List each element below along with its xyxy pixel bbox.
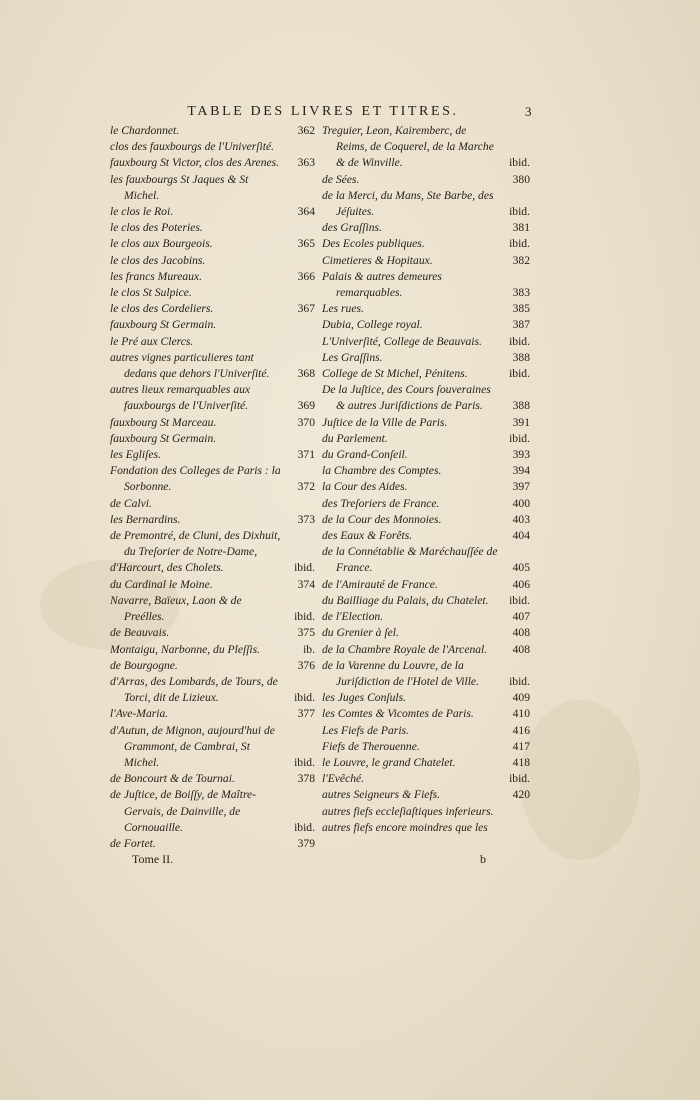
entry-text: de la Chambre Royale de l'Arcenal. <box>322 642 488 656</box>
index-entry <box>322 253 530 269</box>
entry-page-number: 363 <box>297 156 315 170</box>
page-number: 3 <box>525 104 532 119</box>
index-entry <box>322 593 530 609</box>
entry-text: du Grand-Conſeil. <box>322 448 408 462</box>
index-entry <box>322 172 530 188</box>
entry-text: Les Fiefs de Paris. <box>322 723 409 737</box>
entry-page-number: ibid. <box>509 674 530 688</box>
index-entry <box>110 236 315 252</box>
index-entry <box>322 642 530 658</box>
volume-label: Tome II. <box>132 852 174 866</box>
entry-text: Cimetieres & Hopitaux. <box>322 253 433 267</box>
index-entry <box>110 642 315 658</box>
entry-page-number: 404 <box>512 529 530 543</box>
entry-page-number: 409 <box>512 691 530 705</box>
entry-page-number: 371 <box>297 448 315 462</box>
entry-text: du Parlement. <box>322 431 388 445</box>
index-entry <box>322 366 530 382</box>
page-header-title: TABLE DES LIVRES ET TITRES. <box>187 104 459 119</box>
entry-text: d'Harcourt, des Cholets. <box>110 561 224 575</box>
entry-text: Des Ecoles publiques. <box>322 237 425 251</box>
entry-page-number: 362 <box>297 124 315 137</box>
index-entry <box>322 479 530 495</box>
entry-text: College de St Michel, Pénitens. <box>322 367 468 381</box>
entry-text: d'Autun, de Mignon, aujourd'hui de Grammont, de Cambrai, St Michel. <box>110 723 275 769</box>
entry-text: Montaigu, Narbonne, du Pleſſis. <box>110 642 261 656</box>
entry-page-number: 408 <box>512 642 530 656</box>
index-entry <box>322 625 530 641</box>
index-entry <box>110 139 315 155</box>
index-entry <box>110 334 315 350</box>
index-entry <box>110 415 315 431</box>
entry-page-number: 373 <box>297 512 315 526</box>
entry-text: fauxbourg St Marceau. <box>110 415 217 429</box>
entry-text: Navarre, Baïeux, Laon & de Preélles. <box>110 593 242 624</box>
entry-page-number: 407 <box>512 610 530 624</box>
index-entry <box>110 123 315 139</box>
index-entry <box>322 804 530 820</box>
entry-page-number: ib. <box>303 642 315 656</box>
index-entry <box>322 544 530 576</box>
entry-text: la Chambre des Comptes. <box>322 464 442 478</box>
index-entry <box>110 593 315 625</box>
entry-page-number: 393 <box>512 448 530 462</box>
index-entry <box>110 269 315 285</box>
index-entry <box>322 755 530 771</box>
entry-page-number: ibid. <box>294 820 315 834</box>
index-entry <box>322 334 530 350</box>
entry-page-number: 388 <box>512 399 530 413</box>
entry-text: clos des fauxbourgs de l'Univerſité. <box>110 140 275 154</box>
index-entry <box>322 820 530 836</box>
entry-text: la Cour des Aides. <box>322 480 408 494</box>
entry-page-number: 406 <box>512 577 530 591</box>
index-entry <box>322 496 530 512</box>
entry-text: l'Ave-Maria. <box>110 707 169 721</box>
entry-text: de Fortet. <box>110 836 156 850</box>
entry-page-number: 365 <box>297 237 315 251</box>
entry-text: le clos des Jacobins. <box>110 253 206 267</box>
entry-page-number: ibid. <box>509 205 530 219</box>
entry-page-number: 367 <box>297 302 315 316</box>
entry-text: fauxbourg St Germain. <box>110 431 217 445</box>
entry-text: de l'Election. <box>322 610 384 624</box>
entry-text: de la Varenne du Louvre, de la Juriſdiction de l'Hotel de Ville. <box>322 658 479 688</box>
entry-text: du Cardinal le Moine. <box>110 577 213 591</box>
entry-text: les Bernardins. <box>110 512 181 526</box>
entry-text: de la Merci, du Mans, Ste Barbe, des Jéſuites. <box>322 188 494 219</box>
entry-text: de Bourgogne. <box>110 658 178 672</box>
entry-page-number: 397 <box>512 480 530 494</box>
entry-text: le clos le Roi. <box>110 205 174 219</box>
entry-page-number: ibid. <box>294 755 315 769</box>
index-entry <box>110 285 315 301</box>
index-entry <box>110 512 315 528</box>
entry-page-number: 379 <box>297 836 315 850</box>
entry-text: de Beauvais. <box>110 626 170 640</box>
entry-text: Juſtice de la Ville de Paris. <box>322 415 448 429</box>
entry-page-number: ibid. <box>294 691 315 705</box>
entry-text: de Juſtice, de Boiſſy, de Maître-Gervais, de Dainville, de Cornouaille. <box>110 788 257 834</box>
index-entry <box>110 496 315 512</box>
paper-stain <box>520 700 640 860</box>
entry-page-number: 403 <box>512 512 530 526</box>
index-entry <box>322 463 530 479</box>
index-entry <box>110 787 315 836</box>
entry-page-number: 391 <box>512 415 530 429</box>
entry-text: autres vignes particulieres tant dedans que dehors l'Univerſité. <box>110 350 270 381</box>
entry-text: les Egliſes. <box>110 448 161 462</box>
index-column-left <box>110 123 315 852</box>
entry-page-number: 400 <box>512 496 530 510</box>
entry-text: le clos des Poteries. <box>110 221 203 235</box>
entry-text: de la Connétablie & Maréchauſſée de France. <box>322 545 498 575</box>
entry-page-number: 410 <box>512 707 530 721</box>
index-entry <box>110 204 315 220</box>
index-entry <box>322 220 530 236</box>
index-entry <box>110 577 315 593</box>
entry-text: le Chardonnet. <box>110 124 180 137</box>
entry-page-number: 381 <box>512 221 530 235</box>
index-entry <box>110 253 315 269</box>
entry-text: les fauxbourgs St Jaques & St Michel. <box>110 172 249 202</box>
index-entry <box>110 560 315 576</box>
entry-page-number: 370 <box>297 415 315 429</box>
entry-page-number: ibid. <box>294 561 315 575</box>
index-entry <box>322 512 530 528</box>
entry-page-number: 383 <box>512 286 530 300</box>
entry-text: Les Graſſins. <box>322 350 383 364</box>
entry-page-number: ibid. <box>509 334 530 348</box>
index-entry <box>322 609 530 625</box>
entry-page-number: 387 <box>512 318 530 332</box>
entry-text: des Graſſins. <box>322 221 382 235</box>
index-entry <box>322 577 530 593</box>
entry-page-number: 418 <box>512 755 530 769</box>
index-entry <box>110 317 315 333</box>
index-entry <box>322 706 530 722</box>
entry-text: Les rues. <box>322 302 364 316</box>
index-entry <box>322 447 530 463</box>
index-entry <box>322 723 530 739</box>
entry-page-number: 374 <box>297 577 315 591</box>
entry-text: le clos aux Bourgeois. <box>110 237 213 251</box>
index-entry <box>322 415 530 431</box>
index-entry <box>322 269 530 301</box>
entry-page-number: 366 <box>297 269 315 283</box>
entry-page-number: ibid. <box>509 367 530 381</box>
index-entry <box>110 723 315 772</box>
entry-page-number: ibid. <box>294 610 315 624</box>
entry-page-number: 369 <box>297 399 315 413</box>
entry-page-number: ibid. <box>509 431 530 445</box>
index-entry <box>110 528 315 560</box>
entry-text: de Boncourt & de Tournai. <box>110 772 235 786</box>
entry-text: d'Arras, des Lombards, de Tours, de Torci, dit de Lizieux. <box>110 674 278 705</box>
entry-text: du Grenier à ſel. <box>322 626 399 640</box>
entry-text: L'Univerſité, College de Beauvais. <box>322 334 482 348</box>
entry-page-number: 377 <box>297 707 315 721</box>
entry-text: Treguier, Leon, Kairemberc, de Reims, de Coquerel, de la Marche & de Winville. <box>322 124 494 170</box>
index-entry <box>110 658 315 674</box>
entry-text: le Louvre, le grand Chatelet. <box>322 755 456 769</box>
entry-page-number: ibid. <box>509 156 530 170</box>
entry-page-number: 380 <box>512 172 530 186</box>
index-entry <box>322 350 530 366</box>
entry-text: fauxbourg St Germain. <box>110 318 217 332</box>
entry-page-number: 368 <box>297 367 315 381</box>
entry-text: les Juges Conſuls. <box>322 691 407 705</box>
entry-text: Fiefs de Therouenne. <box>322 739 420 753</box>
entry-page-number: 408 <box>512 626 530 640</box>
entry-page-number: 416 <box>512 723 530 737</box>
entry-page-number: 417 <box>512 739 530 753</box>
index-entry <box>322 236 530 252</box>
entry-page-number: 394 <box>512 464 530 478</box>
entry-page-number: 420 <box>512 788 530 802</box>
index-entry <box>110 431 315 447</box>
index-entry <box>322 787 530 803</box>
index-entry <box>110 771 315 787</box>
index-entry <box>322 123 530 172</box>
signature-mark: b <box>480 852 486 866</box>
entry-page-number: ibid. <box>509 772 530 786</box>
index-entry <box>110 350 315 382</box>
entry-text: des Eaux & Forêts. <box>322 529 413 543</box>
index-entry <box>110 155 315 171</box>
index-entry <box>110 674 315 706</box>
index-entry <box>110 463 315 495</box>
index-entry <box>322 301 530 317</box>
entry-text: de Calvi. <box>110 496 152 510</box>
index-entry <box>322 382 530 414</box>
index-entry <box>110 172 315 204</box>
index-entry <box>322 317 530 333</box>
entry-text: Fondation des Colleges de Paris : la Sorbonne. <box>110 464 281 494</box>
index-entry <box>322 528 530 544</box>
entry-text: autres fiefs eccleſiaſtiques inferieurs. <box>322 804 494 818</box>
index-entry <box>322 188 530 220</box>
index-entry <box>110 382 315 414</box>
entry-text: le Pré aux Clercs. <box>110 334 194 348</box>
entry-text: De la Juſtice, des Cours ſouveraines & autres Juriſdictions de Paris. <box>322 383 491 413</box>
index-entry <box>110 625 315 641</box>
entry-text: l'Evêché. <box>322 772 365 786</box>
entry-page-number: 388 <box>512 350 530 364</box>
entry-page-number: 364 <box>297 205 315 219</box>
entry-page-number: 382 <box>512 253 530 267</box>
entry-page-number: 376 <box>297 658 315 672</box>
entry-text: Dubia, College royal. <box>322 318 423 332</box>
entry-text: de l'Amirauté de France. <box>322 577 438 591</box>
index-entry <box>110 301 315 317</box>
entry-page-number: ibid. <box>509 593 530 607</box>
entry-page-number: 385 <box>512 302 530 316</box>
entry-text: Palais & autres demeures remarquables. <box>322 269 442 300</box>
entry-page-number: 372 <box>297 480 315 494</box>
entry-text: les Comtes & Vicomtes de Paris. <box>322 707 474 721</box>
index-entry <box>110 836 315 852</box>
index-entry <box>322 658 530 690</box>
entry-text: autres Seigneurs & Fiefs. <box>322 788 441 802</box>
index-entry <box>322 431 530 447</box>
index-entry <box>322 739 530 755</box>
index-entry <box>110 220 315 236</box>
index-entry <box>322 771 530 787</box>
entry-text: fauxbourg St Victor, clos des Arenes. <box>110 156 280 170</box>
entry-page-number: 375 <box>297 626 315 640</box>
entry-page-number: ibid. <box>509 237 530 251</box>
index-entry <box>322 690 530 706</box>
index-entry <box>110 706 315 722</box>
entry-text: le clos St Sulpice. <box>110 286 192 300</box>
index-entry <box>110 447 315 463</box>
entry-text: autres lieux remarquables aux fauxbourgs de l'Univerſité. <box>110 383 251 413</box>
entry-text: de la Cour des Monnoies. <box>322 512 442 526</box>
entry-text: autres fiefs encore moindres que les <box>322 820 488 834</box>
entry-page-number: 378 <box>297 772 315 786</box>
entry-text: le clos des Cordeliers. <box>110 302 214 316</box>
entry-text: des Treſoriers de France. <box>322 496 440 510</box>
entry-page-number: 405 <box>512 561 530 575</box>
entry-text: de Premontré, de Cluni, des Dixhuit, du Treſorier de Notre-Dame, <box>110 529 281 559</box>
index-column-right <box>322 123 530 836</box>
entry-text: de Sées. <box>322 172 360 186</box>
entry-text: du Bailliage du Palais, du Chatelet. <box>322 593 489 607</box>
entry-text: les francs Mureaux. <box>110 269 202 283</box>
